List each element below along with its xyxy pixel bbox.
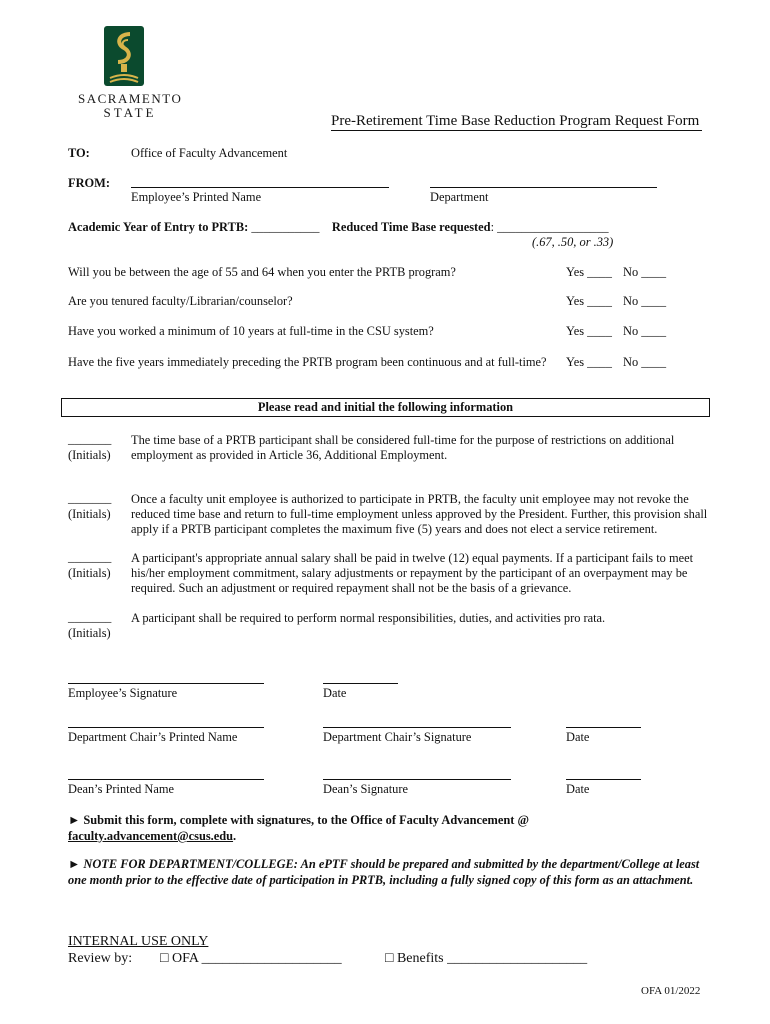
chair-date-field[interactable]: [566, 727, 641, 728]
initials-field[interactable]: _______: [68, 491, 112, 505]
no-field[interactable]: No ____: [623, 355, 667, 369]
dean-date-caption: Date: [566, 782, 590, 796]
academic-year-row: [68, 220, 609, 235]
employee-name-caption: Employee’s Printed Name: [131, 190, 262, 204]
benefits-review-field[interactable]: □ Benefits ____________________: [385, 951, 588, 966]
arrow-right-icon: ►: [68, 813, 81, 827]
question-text: Will you be between the age of 55 and 64 when you enter the PRTB program?: [68, 265, 456, 279]
submit-period: .: [233, 829, 237, 843]
initials-field[interactable]: _______: [68, 550, 112, 564]
academic-year-label: Academic Year of Entry to PRTB:: [68, 220, 249, 234]
yes-field[interactable]: Yes ____: [566, 265, 612, 279]
internal-use-heading: INTERNAL USE ONLY: [68, 934, 209, 949]
to-value: Office of Faculty Advancement: [131, 146, 288, 160]
to-label: TO:: [68, 146, 90, 160]
title-underline: [331, 130, 702, 131]
employee-date-caption: Date: [323, 686, 347, 700]
employee-signature-caption: Employee’s Signature: [68, 686, 178, 700]
logo-text-sacramento: SACRAMENTO: [78, 91, 183, 106]
no-field[interactable]: No ____: [623, 294, 667, 308]
review-by-label: Review by:: [68, 951, 133, 966]
logo-text-state: STATE: [103, 105, 157, 120]
employee-date-field[interactable]: [323, 683, 398, 684]
initials-paragraph: The time base of a PRTB participant shall be considered full-time for the purpose of restrictions on additional employment as provided in Article 36, Additional Employment.: [131, 433, 675, 462]
ofa-review-field[interactable]: □ OFA ____________________: [160, 951, 342, 966]
reduced-time-base-field[interactable]: : __________________: [490, 220, 609, 234]
question-text: Have the five years immediately preceding the PRTB program been continuous and at full-time?: [68, 355, 547, 369]
no-field[interactable]: No ____: [623, 265, 667, 279]
department-note: [68, 856, 708, 888]
box-heading: Please read and initial the following information: [257, 400, 514, 414]
submit-instructions: [68, 812, 708, 844]
initials-label: (Initials): [68, 626, 111, 640]
form-code: OFA 01/2022: [641, 985, 701, 997]
initials-label: (Initials): [68, 507, 111, 521]
submit-text: Submit this form, complete with signatures, to the Office of Faculty Advancement @: [83, 813, 529, 827]
chair-printed-name-caption: Department Chair’s Printed Name: [68, 730, 238, 744]
chair-printed-name-field[interactable]: [68, 727, 264, 728]
note-text: NOTE FOR DEPARTMENT/COLLEGE: An ePTF should be prepared and submitted by the department/College at least one month prior to the effective date of participation in PRTB, including a fully signed copy of this form as an attachment.: [68, 857, 700, 887]
department-caption: Department: [430, 190, 489, 204]
employee-name-field[interactable]: [131, 187, 389, 188]
initials-label: (Initials): [68, 448, 111, 462]
question-text: Have you worked a minimum of 10 years at full-time in the CSU system?: [68, 324, 434, 338]
form-title: Pre-Retirement Time Base Reduction Program Request Form: [331, 113, 700, 129]
from-label: FROM:: [68, 176, 110, 190]
dean-printed-name-field[interactable]: [68, 779, 264, 780]
chair-date-caption: Date: [566, 730, 590, 744]
read-and-initial-box: [61, 398, 710, 417]
initials-label: (Initials): [68, 566, 111, 580]
reduced-time-base-options: (.67, .50, or .33): [532, 235, 614, 249]
dean-date-field[interactable]: [566, 779, 641, 780]
dean-printed-name-caption: Dean’s Printed Name: [68, 782, 174, 796]
academic-year-field[interactable]: ___________: [251, 220, 320, 234]
arrow-right-icon: ►: [68, 857, 81, 871]
chair-signature-caption: Department Chair’s Signature: [323, 730, 472, 744]
initials-paragraph: Once a faculty unit employee is authorized to participate in PRTB, the faculty unit employee may not revoke the reduced time base and return to full-time employment unless approved by the President. Further, this provision shall apply if a PRTB participant completes the maximum five (5) years and does not elect a service retirement.: [131, 492, 708, 536]
question-text: Are you tenured faculty/Librarian/counselor?: [68, 294, 293, 308]
yes-field[interactable]: Yes ____: [566, 324, 612, 338]
dean-signature-caption: Dean’s Signature: [323, 782, 408, 796]
initials-field[interactable]: _______: [68, 432, 112, 446]
yes-field[interactable]: Yes ____: [566, 294, 612, 308]
yes-field[interactable]: Yes ____: [566, 355, 612, 369]
email-link[interactable]: faculty.advancement@csus.edu: [68, 829, 234, 843]
reduced-time-base-label: Reduced Time Base requested: [331, 220, 491, 234]
employee-signature-field[interactable]: [68, 683, 264, 684]
initials-field[interactable]: _______: [68, 610, 112, 624]
initials-paragraph: A participant shall be required to perform normal responsibilities, duties, and activities pro rata.: [131, 611, 606, 625]
no-field[interactable]: No ____: [623, 324, 667, 338]
logo-emblem-icon: [104, 26, 144, 86]
department-field[interactable]: [430, 187, 657, 188]
initials-paragraph: A participant's appropriate annual salary shall be paid in twelve (12) equal payments. If a participant fails to meet his/her employment commitment, salary adjustments or repayment by the participant of an overpayment may be required. Such an adjustment or required repayment shall not be the basis of a grievance.: [131, 551, 694, 595]
dean-signature-field[interactable]: [323, 779, 511, 780]
sacramento-state-logo: [78, 26, 182, 122]
chair-signature-field[interactable]: [323, 727, 511, 728]
